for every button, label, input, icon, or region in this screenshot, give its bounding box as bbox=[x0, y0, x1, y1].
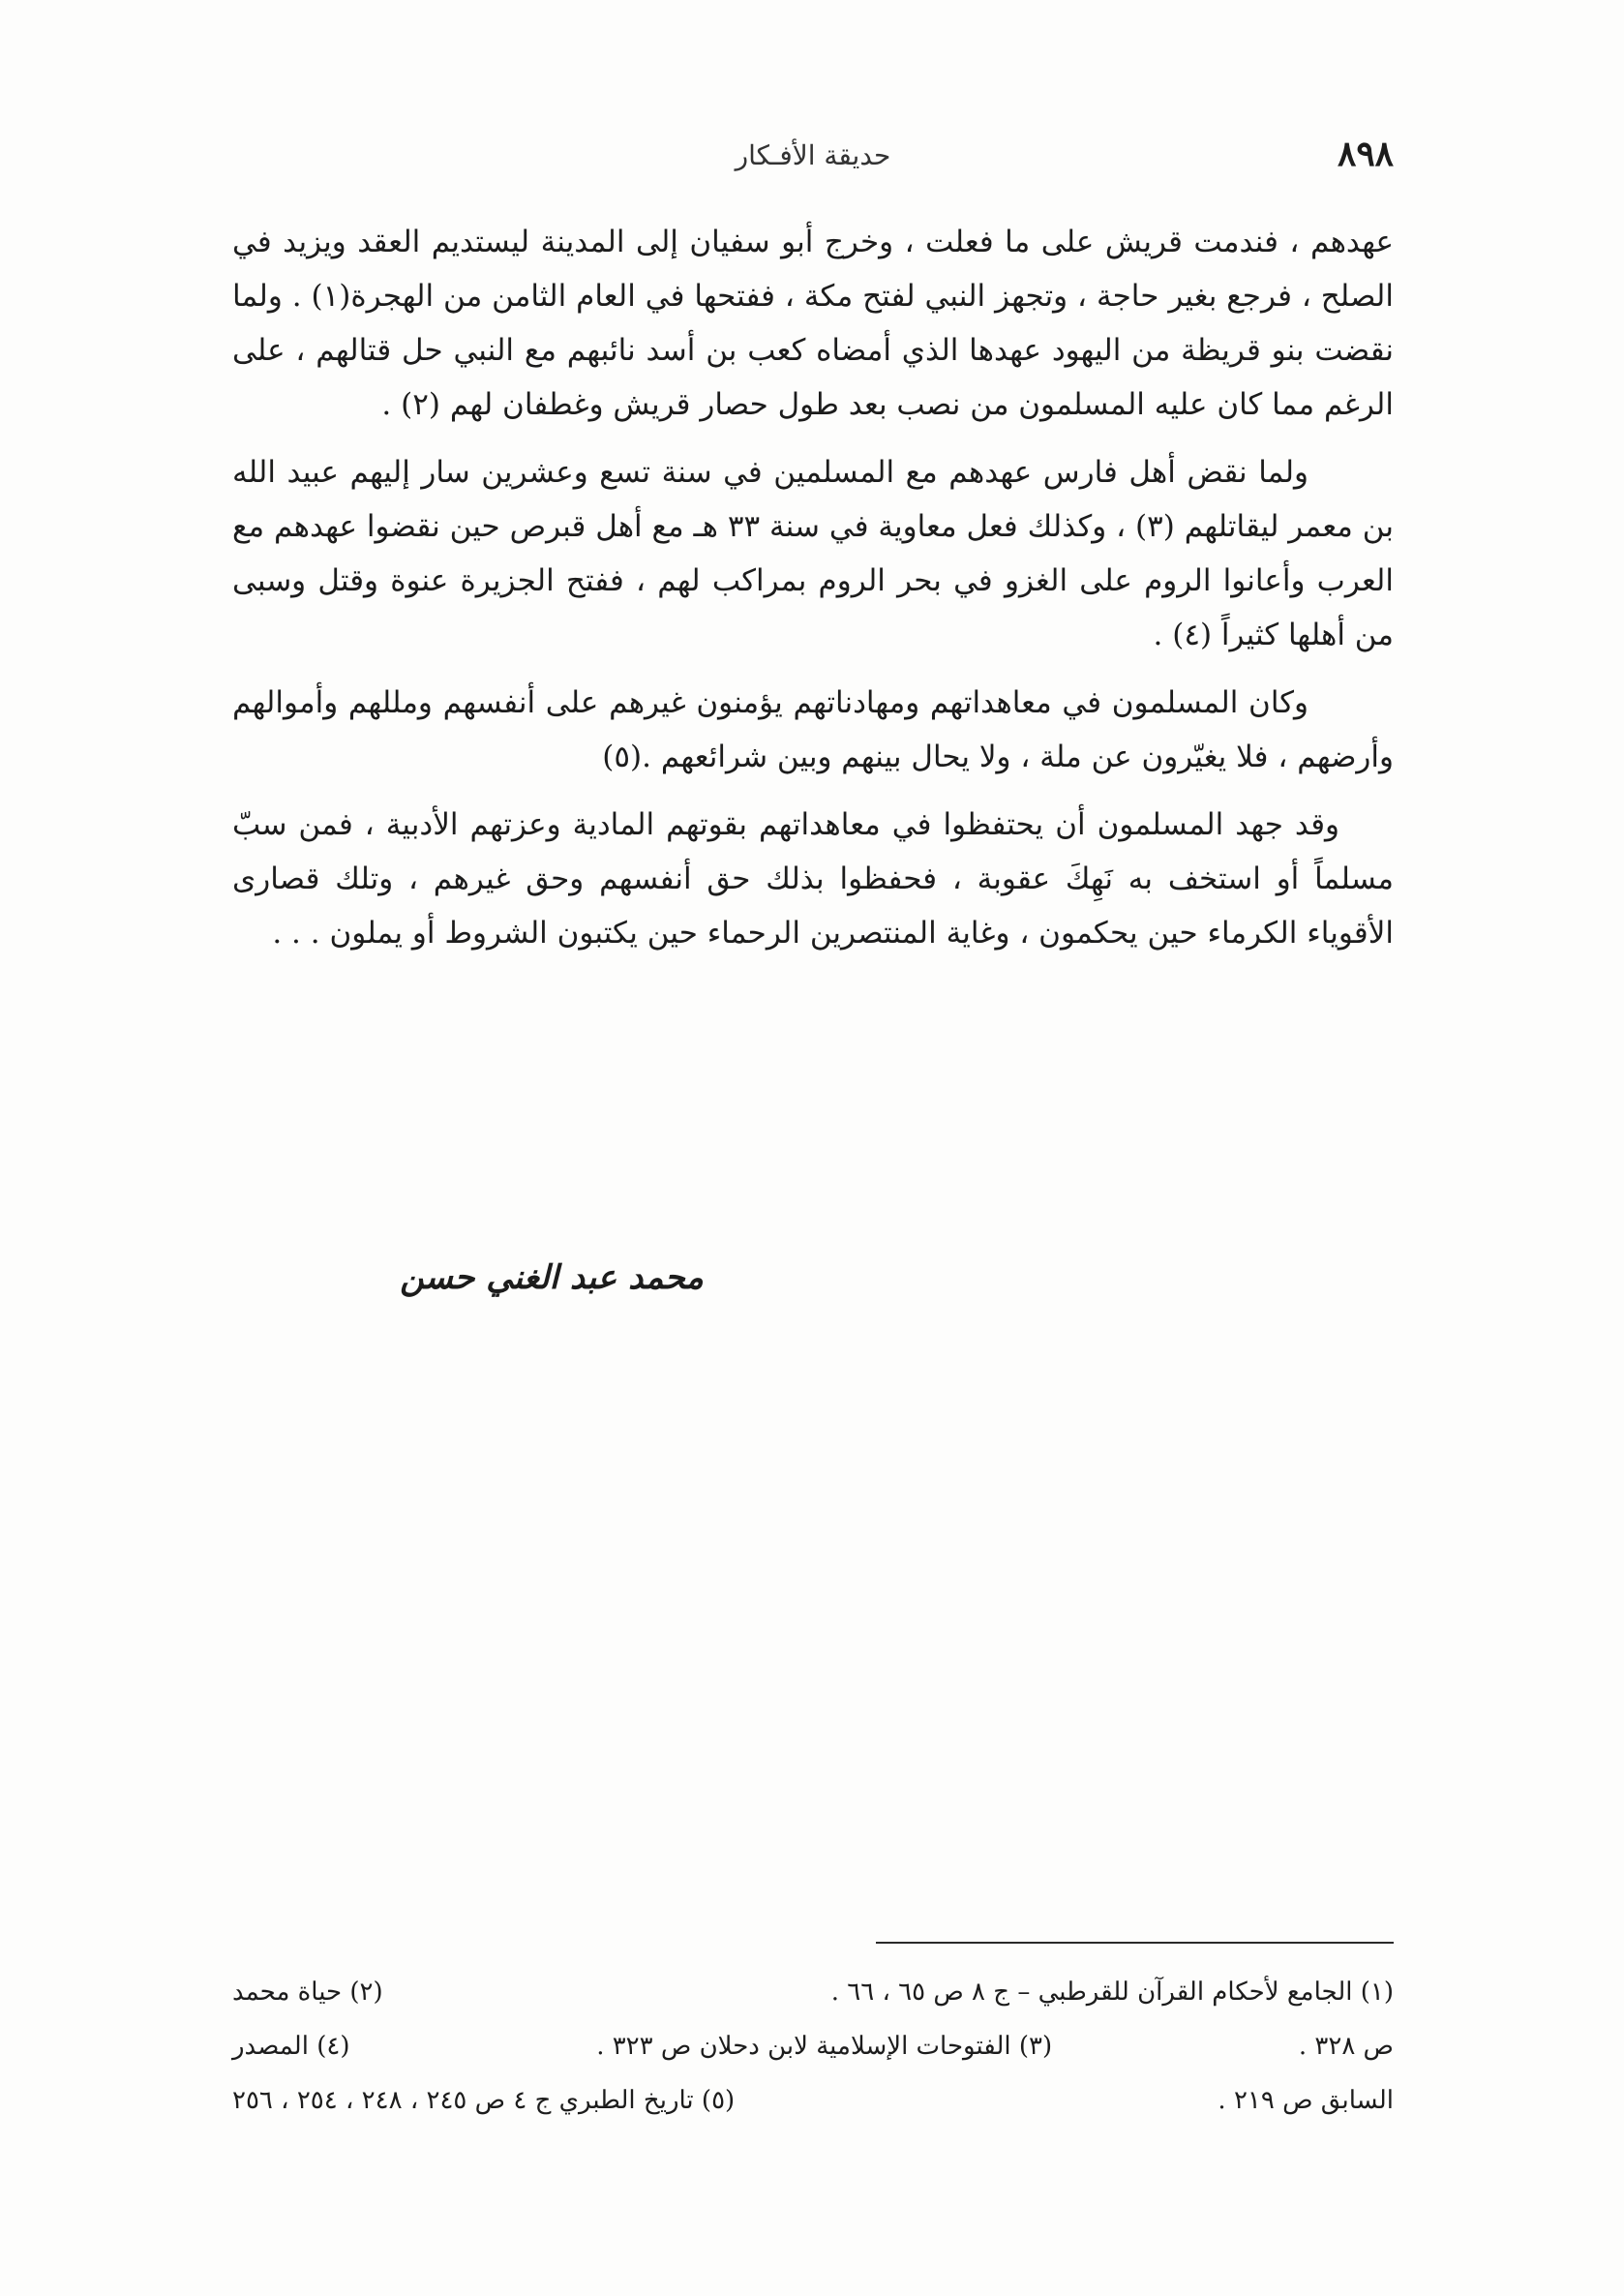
footnote-line-2 bbox=[232, 2019, 1394, 2073]
paragraph-1: عهدهم ، فندمت قريش على ما فعلت ، وخرج أبو سفيان إلى المدينة ليستديم العقد ويزيد في الصلح ، فرجع بغير حاجة ، وتجهز النبي لفتح مكة ، ففتحها في العام الثامن من الهجرة(١) . ولما نقضت بنو قريظة من اليهود عهدها الذي أمضاه كعب بن أسد نائبهم مع النبي حل قتالهم ، على الرغم مما كان عليه المسلمون من نصب بعد طول حصار قريش وغطفان لهم (٢) . bbox=[232, 225, 1394, 422]
page-number: ٨٩٨ bbox=[1337, 134, 1394, 174]
author-signature: محمد عبد الغني حسن bbox=[400, 1258, 704, 1297]
paragraph-3: وكان المسلمون في معاهداتهم ومهادناتهم يؤمنون غيرهم على أنفسهم ومللهم وأموالهم وأرضهم ، فلا يغيّرون عن ملة ، ولا يحال بينهم وبين شرائعهم .(٥) bbox=[232, 685, 1394, 774]
footnote-line-1 bbox=[232, 1965, 1394, 2019]
footnote-line-3 bbox=[232, 2073, 1394, 2128]
footnote-separator bbox=[876, 1942, 1394, 1944]
page-header bbox=[232, 134, 1394, 192]
paragraph-2: ولما نقض أهل فارس عهدهم مع المسلمين في سنة تسع وعشرين سار إليهم عبيد الله بن معمر ليقاتلهم (٣) ، وكذلك فعل معاوية في سنة ٣٣ هـ مع أهل قبرص حين نقضوا عهدهم مع العرب وأعانوا الروم على الغزو في بحر الروم بمراكب لهم ، ففتح الجزيرة عنوة وقتل وسبى من أهلها كثيراً (٤) . bbox=[232, 455, 1394, 652]
footnote-text: ص ٣٢٨ . bbox=[1298, 2032, 1394, 2061]
footnote-text: (٢) حياة محمد bbox=[232, 1978, 383, 2007]
footnotes bbox=[232, 1965, 1394, 2128]
footnote-text: (٤) المصدر bbox=[232, 2032, 350, 2061]
body-text bbox=[232, 215, 1394, 974]
footnote-text: (١) الجامع لأحكام القرآن للقرطبي – ج ٨ ص ٦٥ ، ٦٦ . bbox=[830, 1978, 1394, 2007]
footnote-text: (٥) تاريخ الطبري ج ٤ ص ٢٤٥ ، ٢٤٨ ، ٢٥٤ ، ٢٥٦ bbox=[232, 2086, 736, 2115]
running-title: حديقة الأفـكار bbox=[735, 139, 891, 171]
footnote-text: السابق ص ٢١٩ . bbox=[1218, 2086, 1394, 2115]
paragraph-4: وقد جهد المسلمون أن يحتفظوا في معاهداتهم بقوتهم المادية وعزتهم الأدبية ، فمن سبّ مسلماً أو استخف به نَهِكَ عقوبة ، فحفظوا بذلك حق أنفسهم وحق غيرهم ، وتلك قصارى الأقوياء الكرماء حين يحكمون ، وغاية المنتصرين الرحماء حين يكتبون الشروط أو يملون . . . bbox=[232, 807, 1394, 951]
footnote-text: (٣) الفتوحات الإسلامية لابن دحلان ص ٣٢٣ . bbox=[596, 2032, 1053, 2061]
